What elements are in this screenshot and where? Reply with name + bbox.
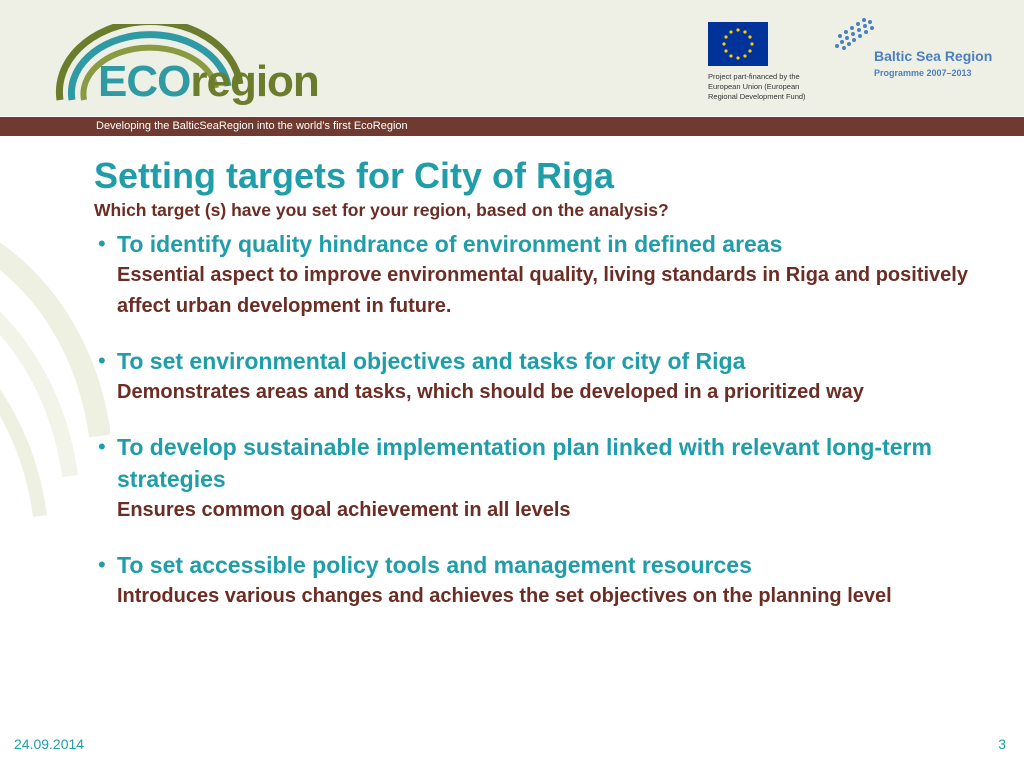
slide-subtitle: Which target (s) have you set for your region, based on the analysis? xyxy=(94,200,669,220)
slide-content xyxy=(94,156,994,635)
tagline-bar xyxy=(0,117,1024,136)
bullet-marker: • xyxy=(98,434,106,459)
list-item xyxy=(94,431,994,526)
logo-region: region xyxy=(190,57,319,106)
list-item xyxy=(94,549,994,612)
eu-funding-text xyxy=(708,72,838,102)
logo-eco: ECO xyxy=(98,57,191,106)
bullet-marker: • xyxy=(98,552,106,577)
list-item xyxy=(94,228,994,322)
bullet-heading: To identify quality hindrance of environment in defined areas xyxy=(117,231,783,257)
slide-header xyxy=(0,0,1024,116)
tagline: Developing the BalticSeaRegion into the world’s first EcoRegion xyxy=(96,120,408,132)
eu-text-line: Project part-financed by the xyxy=(708,72,800,81)
bullet-heading: To set environmental objectives and tasks for city of Riga xyxy=(117,348,746,374)
bullet-heading: To develop sustainable implementation plan linked with relevant long-term strategies xyxy=(117,434,932,492)
eu-text-line: Regional Development Fund) xyxy=(708,92,806,101)
bullet-description: Essential aspect to improve environmental quality, living standards in Riga and positively affect urban development in future. xyxy=(117,264,968,317)
bullet-description: Ensures common goal achievement in all levels xyxy=(117,499,571,521)
page-number: 3 xyxy=(998,736,1006,752)
bsr-subtitle: Programme 2007–2013 xyxy=(874,68,972,78)
bullet-marker: • xyxy=(98,348,106,373)
slide-title: Setting targets for City of Riga xyxy=(94,155,615,196)
ecoregion-logo xyxy=(52,24,319,106)
baltic-sea-region-logo xyxy=(834,16,1014,86)
bullet-description: Demonstrates areas and tasks, which should be developed in a prioritized way xyxy=(117,381,864,403)
bullet-description: Introduces various changes and achieves the set objectives on the planning level xyxy=(117,585,892,607)
eu-flag-icon xyxy=(708,22,768,66)
bsr-title: Baltic Sea Region xyxy=(874,48,993,64)
ecoregion-logo-text xyxy=(98,57,319,106)
target-list xyxy=(94,228,994,612)
list-item xyxy=(94,345,994,408)
footer-date: 24.09.2014 xyxy=(14,736,85,752)
bullet-marker: • xyxy=(98,231,106,256)
bullet-heading: To set accessible policy tools and management resources xyxy=(117,552,752,578)
eu-text-line: European Union (European xyxy=(708,82,800,91)
